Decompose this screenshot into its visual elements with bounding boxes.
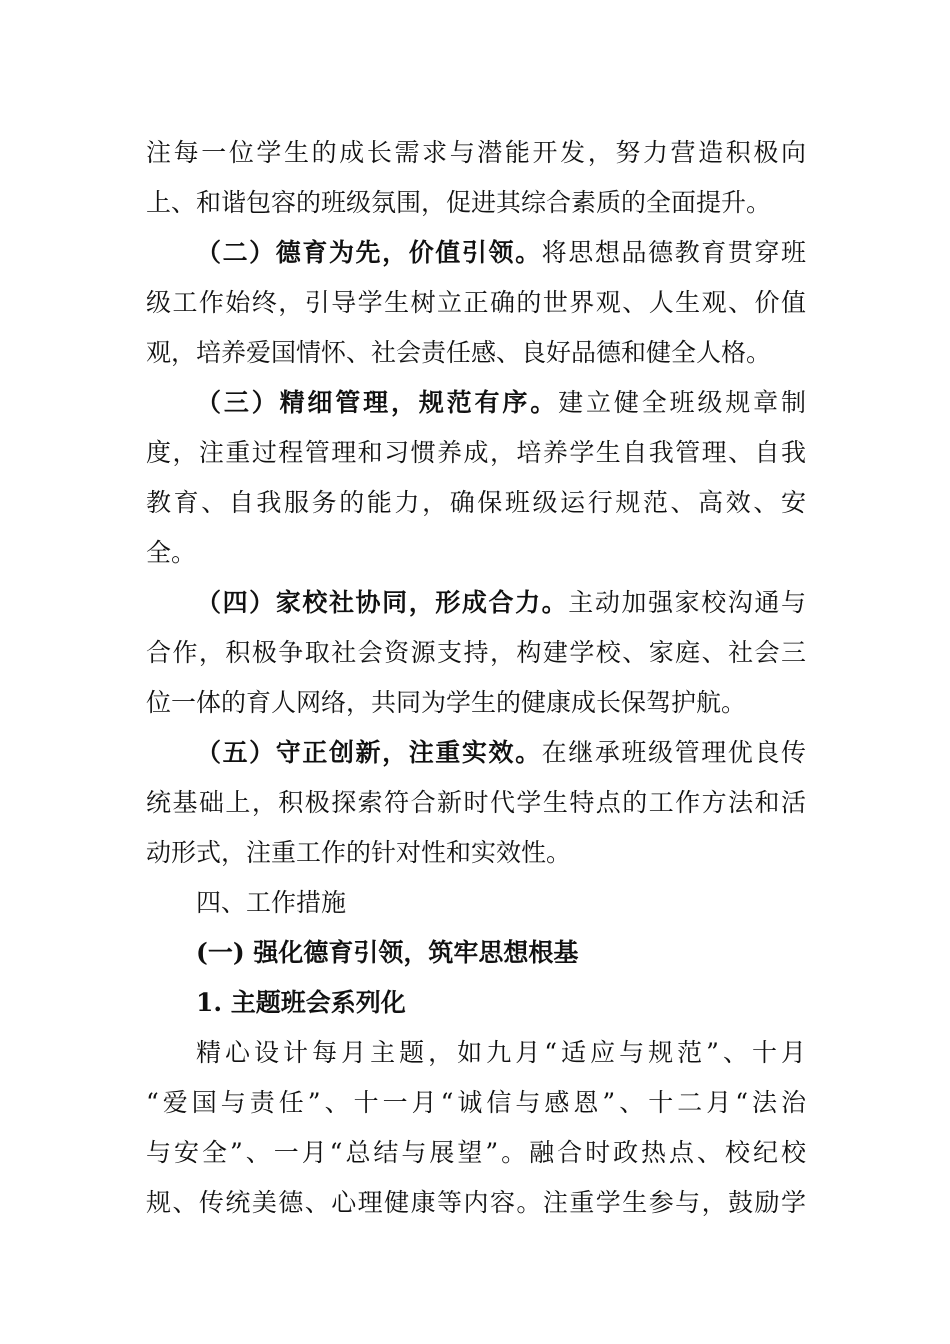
paragraph-line: 级工作始终，引导学生树立正确的世界观、人生观、价值	[146, 288, 806, 317]
paragraph-line: 观，培养爱国情怀、社会责任感、良好品德和健全人格。	[146, 338, 772, 367]
subsection-heading: (一) 强化德育引领，筑牢思想根基	[196, 938, 579, 967]
paragraph-line: 全。	[146, 538, 197, 567]
paragraph-line: 统基础上，积极探索符合新时代学生特点的工作方法和活	[146, 788, 806, 817]
principle-2-text: 将思想品德教育贯穿班	[541, 238, 806, 267]
paragraph-line: 度，注重过程管理和习惯养成，培养学生自我管理、自我	[146, 438, 806, 467]
principle-2-heading: （二）德育为先，价值引领。	[196, 238, 542, 267]
principle-5-text: 在继承班级管理优良传	[541, 738, 806, 767]
principle-3-heading: （三）精细管理，规范有序。	[196, 388, 559, 417]
principle-4-heading: （四）家校社协同，形成合力。	[196, 588, 569, 617]
principle-2-first-line	[146, 228, 806, 278]
document-page	[146, 128, 806, 1228]
paragraph-line: 注每一位学生的成长需求与潜能开发，努力营造积极向	[146, 138, 806, 167]
paragraph-line: 动形式，注重工作的针对性和实效性。	[146, 838, 572, 867]
paragraph-line: 教育、自我服务的能力，确保班级运行规范、高效、安	[146, 488, 806, 517]
principle-4-text: 主动加强家校沟通与	[568, 588, 806, 617]
paragraph-line: “爱国与责任”、十一月“诚信与感恩”、十二月“法治	[146, 1088, 806, 1117]
paragraph-line: 与安全”、一月“总结与展望”。融合时政热点、校纪校	[146, 1138, 806, 1167]
principle-4-first-line	[146, 578, 806, 628]
paragraph-line: 规、传统美德、心理健康等内容。注重学生参与，鼓励学	[146, 1188, 806, 1217]
principle-5-first-line	[146, 728, 806, 778]
section-heading: 四、工作措施	[196, 888, 347, 917]
principle-5-heading: （五）守正创新，注重实效。	[196, 738, 542, 767]
paragraph-line: 上、和谐包容的班级氛围，促进其综合素质的全面提升。	[146, 188, 772, 217]
principle-3-first-line	[146, 378, 806, 428]
paragraph-line: 位一体的育人网络，共同为学生的健康成长保驾护航。	[146, 688, 747, 717]
principle-3-text: 建立健全班级规章制	[558, 388, 806, 417]
paragraph-line: 精心设计每月主题，如九月“适应与规范”、十月	[196, 1038, 806, 1067]
paragraph-line: 合作，积极争取社会资源支持，构建学校、家庭、社会三	[146, 638, 806, 667]
item-heading: 1. 主题班会系列化	[196, 988, 406, 1017]
